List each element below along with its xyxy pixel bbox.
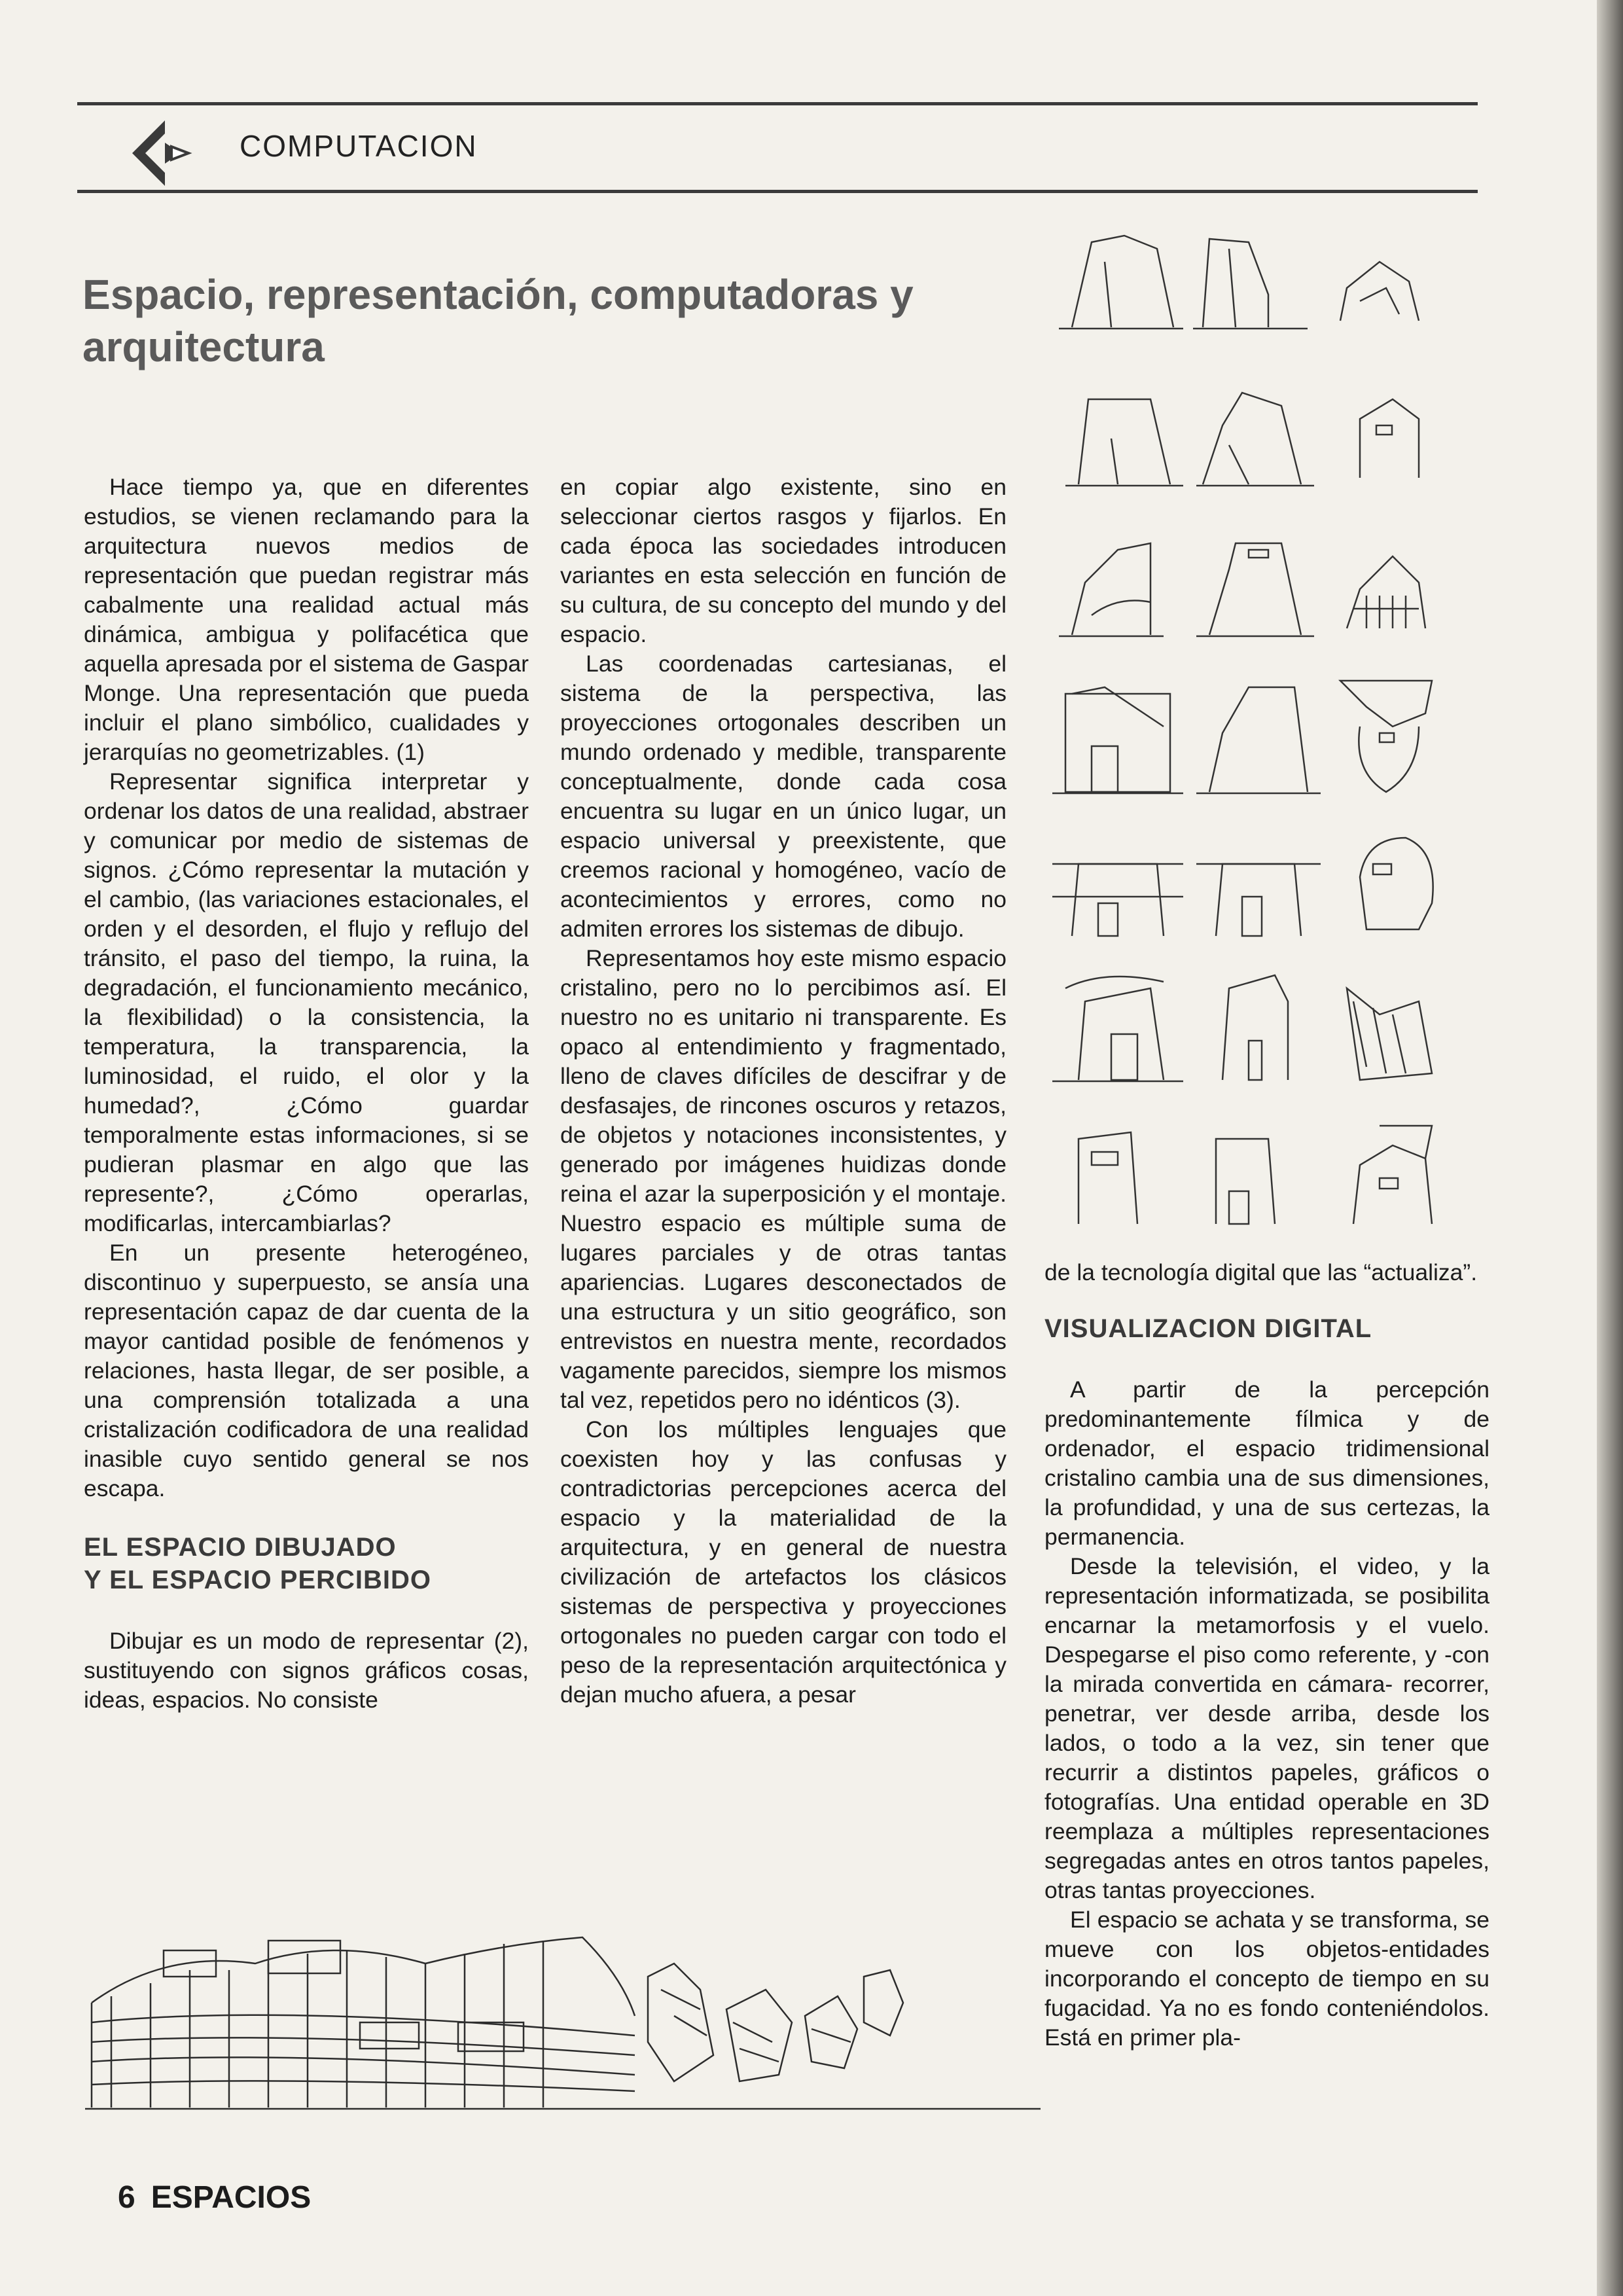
paragraph: En un presente heterogéneo, discontinuo y superpuesto, se ansía una representación capaz de dar cuenta de la mayor cantidad posible de fenómenos y relaciones, hasta llegar, de ser posible, a una comprensión totalizada a una cristalización codificadora de una realidad inasible cuyo sentido general se nos escapa. bbox=[84, 1240, 529, 1501]
wireframe-panorama-render bbox=[85, 1924, 1041, 2114]
paragraph: Desde la televisión, el video, y la representación informatizada, se posibilita encarnar la metamorfosis y el vuelo. Despegarse el piso como referente, y -con la mirada convertida en cámara- recorrer, penetrar, ver desde arriba, desde los lados, o todo a la vez, sin tener que recurrir a distintos papeles, gráficos o fotografías. Una entidad operable en 3D reemplaza a múltiples representaciones segregadas antes en otros tantos papeles, otras tantas proyecciones. bbox=[1044, 1553, 1489, 1903]
paragraph: Representar significa interpretar y ordenar los datos de una realidad, abstraer y comunicar por medio de sistemas de signos. ¿Cómo representar la mutación y el cambio, (las variaciones estacionales, el orden y el desorden, el flujo y reflujo del tránsito, el paso del tiempo, la ruina, la degradación, el funcionamiento mecánico, la flexibilidad) o la consistencia, la temperatura, la transparencia, la luminosidad, el ruido, el olor y la humedad?, ¿Cómo guardar temporalmente estas informaciones, si se pudieran plasmar en algo que las represente?, ¿Cómo operarlas, modificarlas, intercambiarlas? bbox=[84, 768, 529, 1236]
sketch-row bbox=[1052, 825, 1445, 942]
magazine-name: ESPACIOS bbox=[151, 2180, 312, 2215]
sketch-row bbox=[1052, 674, 1445, 805]
paragraph: Hace tiempo ya, que en diferentes estudios, se vienen reclamando para la arquitectura nuevos medios de representación que puedan registrar más cabalmente una realidad actual más dinámica, ambigua y polifacética que aquella apresada por el sistema de Gaspar Monge. Una representación que pueda incluir el plano simbólico, cualidades y jerarquías no geometrizables. (1) bbox=[84, 474, 529, 765]
paragraph: Dibujar es un modo de representar (2), sustituyendo con signos gráficos cosas, ideas, espacios. No consiste bbox=[84, 1628, 529, 1713]
paragraph: El espacio se achata y se transforma, se mueve con los objetos-entidades incorporando el concepto de tiempo en su fugacidad. Ya no es fondo conteniéndolos. Está en primer pla- bbox=[1044, 1907, 1489, 2051]
page-edge-shadow bbox=[1597, 0, 1623, 2296]
page-number: 6 bbox=[118, 2180, 135, 2215]
article-title: Espacio, representación, computadoras y arquitectura bbox=[82, 271, 914, 370]
section-title: COMPUTACION bbox=[240, 129, 478, 163]
page-footer bbox=[118, 2179, 327, 2215]
subheading-visualizacion-digital: VISUALIZACION DIGITAL bbox=[1044, 1314, 1372, 1343]
header-top-rule bbox=[77, 102, 1478, 105]
sketch-row bbox=[1052, 380, 1445, 491]
text-column-2 bbox=[560, 473, 1007, 1710]
text-column-3 bbox=[1044, 1258, 1489, 2053]
arrow-chevron-logo-icon bbox=[126, 117, 204, 195]
sketch-row bbox=[1052, 1113, 1445, 1230]
paragraph: Las coordenadas cartesianas, el sistema de la perspectiva, las proyecciones ortogonales describen un mundo ordenado y medible, transparente conceptualmente, donde cada cosa encuentra su lugar en un único lugar, un espacio universal y preexistente, que creemos racional y homogéneo, vacío de acontecimientos y errores, como no admiten errores los sistemas de dibujo. bbox=[560, 651, 1007, 942]
sketch-row bbox=[1052, 962, 1445, 1086]
header-bottom-rule bbox=[77, 190, 1478, 193]
sketch-row bbox=[1052, 530, 1445, 641]
paragraph: en copiar algo existente, sino en seleccionar ciertos rasgos y fijarlos. En cada época las sociedades introducen variantes en esta selección en función de su cultura, de su concepto del mundo y del espacio. bbox=[560, 474, 1007, 647]
paragraph: A partir de la percepción predominantemente fílmica y de ordenador, el espacio tridimensional cristalino cambia una de sus dimensiones, la profundidad, y una de sus certezas, la permanencia. bbox=[1044, 1376, 1489, 1550]
text-column-1 bbox=[84, 473, 529, 1715]
paragraph: Representamos hoy este mismo espacio cristalino, pero no lo percibimos así. El nuestro no es unitario ni transparente. Es opaco al entendimiento y fragmentado, lleno de claves difíciles de descifrar y de desfasajes, de rincones oscuros y retazos, de objetos y notaciones inconsistentes, y generado por imágenes huidizas donde reina el azar la superposición y el montaje. Nuestro espacio es múltiple suma de lugares parciales y de otras tantas apariencias. Lugares desconectados de una estructura y un sitio geográfico, son entrevistos en nuestra mente, recordados vagamente parecidos, siempre los mismos tal vez, repetidos pero no idénticos (3). bbox=[560, 945, 1007, 1413]
subheading-espacio-dibujado: EL ESPACIO DIBUJADO Y EL ESPACIO PERCIBIDO bbox=[84, 1533, 432, 1594]
paragraph: Con los múltiples lenguajes que coexisten hoy y las confusas y contradictorias percepciones acerca del espacio y la materialidad de la arquitectura, y en general de nuestra civilización de artefactos los clásicos sistemas de perspectiva y proyecciones ortogonales no pueden cargar con todo el peso de la representación arquitectónica y dejan mucho afuera, a pesar bbox=[560, 1416, 1007, 1708]
paragraph: de la tecnología digital que las “actualiza”. bbox=[1044, 1259, 1478, 1285]
sketch-row bbox=[1052, 223, 1445, 334]
